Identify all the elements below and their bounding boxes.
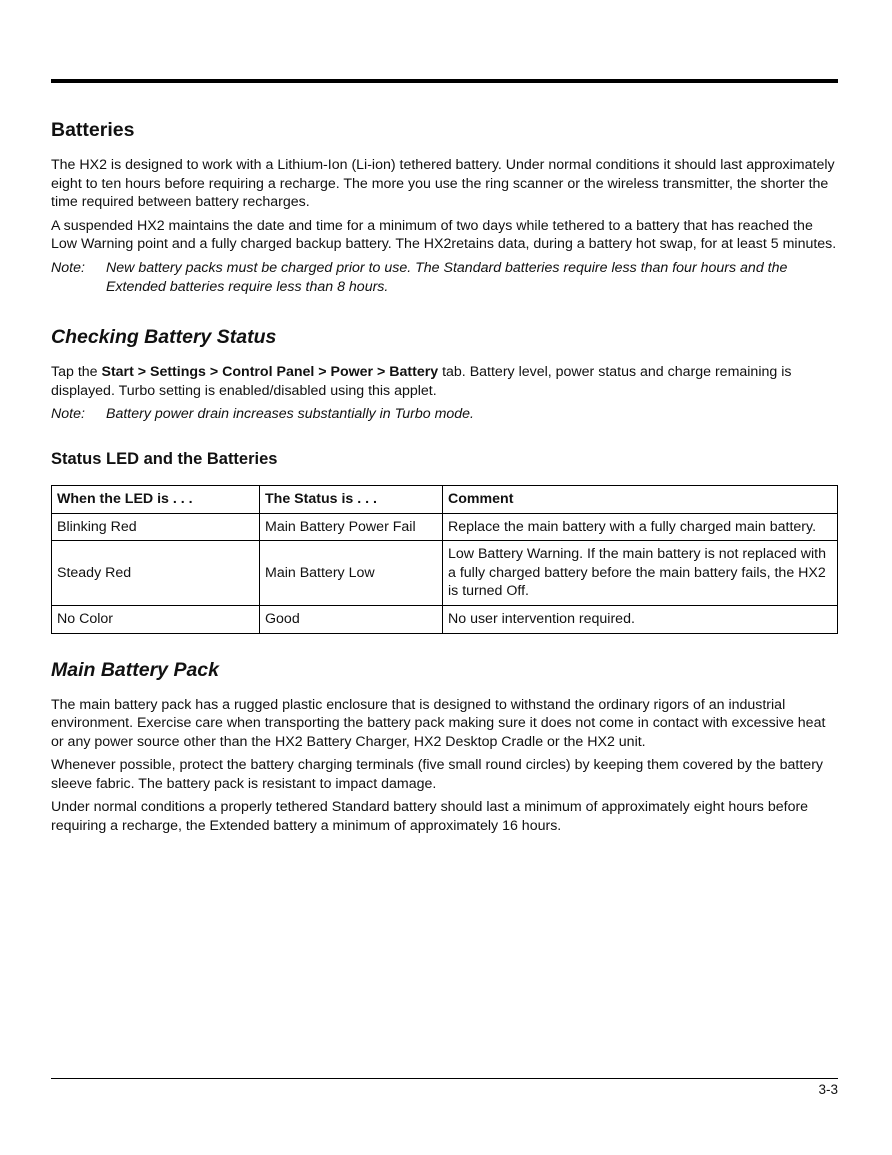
note-text: New battery packs must be charged prior to use. The Standard batteries require less than four hours and the Extended batteries require less than 8 hours. <box>106 259 788 295</box>
note-label: Note: <box>51 406 85 423</box>
table-row <box>52 605 838 633</box>
tap-suffix: tab. Battery level, power status and charge remaining is displayed. Turbo setting is enabled/disabled using this applet. <box>51 364 792 399</box>
column-header: The Status is . . . <box>260 485 443 513</box>
column-header: Comment <box>443 485 838 513</box>
main-pack-paragraph-3: Under normal conditions a properly tethered Standard battery should last a minimum of approximately eight hours before requiring a recharge, the Extended battery a minimum of approximately 16 hours. <box>51 799 809 835</box>
batteries-heading: Batteries <box>51 119 135 141</box>
table-cell: Main Battery Low <box>260 541 443 606</box>
main-pack-paragraph-2: Whenever possible, protect the battery charging terminals (five small round circles) by keeping them covered by the battery sleeve fabric. The battery pack is resistant to impact damage. <box>51 757 824 792</box>
table-cell: Good <box>260 605 443 633</box>
page-content <box>51 118 839 841</box>
batteries-paragraph-2: A suspended HX2 maintains the date and time for a minimum of two days while tethered to a battery that has reached the Low Warning point and a fully charged backup battery. The HX2retains data, during a battery hot swap, for at least 5 minutes. <box>51 217 837 253</box>
batteries-paragraph-1: The HX2 is designed to work with a Lithium-Ion (Li-ion) tethered battery. Under normal conditions it should last approximately eight to ten hours before requiring a recharge. The more you use the ring scanner or the wireless transmitter, the shorter the time required between battery recharges. <box>51 157 835 211</box>
main-pack-paragraph-1: The main battery pack has a rugged plastic enclosure that is designed to withstand the ordinary rigors of an industrial environment. Exercise care when transporting the battery pack making sure it does not come in contact with excessive heat or any power source other than the HX2 Battery Charger, HX2 Desktop Cradle or the HX2 unit. <box>51 696 826 750</box>
batteries-note <box>51 259 839 296</box>
table-cell: No Color <box>52 605 260 633</box>
header-rule <box>51 79 838 83</box>
tap-prefix: Tap the <box>51 364 102 381</box>
table-cell: Main Battery Power Fail <box>260 513 443 541</box>
table-row <box>52 513 838 541</box>
page-number: 3-3 <box>818 1082 838 1097</box>
table-cell: Replace the main battery with a fully charged main battery. <box>443 513 838 541</box>
note-text: Battery power drain increases substantially in Turbo mode. <box>106 406 475 423</box>
main-battery-pack-heading: Main Battery Pack <box>51 658 219 681</box>
table-cell: Blinking Red <box>52 513 260 541</box>
checking-status-heading: Checking Battery Status <box>51 326 277 349</box>
footer-rule <box>51 1078 838 1079</box>
table-cell: Low Battery Warning. If the main battery is not replaced with a fully charged battery before the main battery fails, the HX2 is turned Off. <box>443 541 838 606</box>
menu-path: Start > Settings > Control Panel > Power > Battery <box>101 364 439 381</box>
checking-note <box>51 405 839 424</box>
status-led-heading: Status LED and the Batteries <box>51 449 278 468</box>
table-cell: No user intervention required. <box>443 605 838 633</box>
checking-paragraph <box>51 363 839 400</box>
column-header: When the LED is . . . <box>52 485 260 513</box>
table-row <box>52 541 838 606</box>
table-cell: Steady Red <box>52 541 260 606</box>
status-led-table <box>51 485 838 634</box>
table-header-row <box>52 485 838 513</box>
note-label: Note: <box>51 259 85 276</box>
